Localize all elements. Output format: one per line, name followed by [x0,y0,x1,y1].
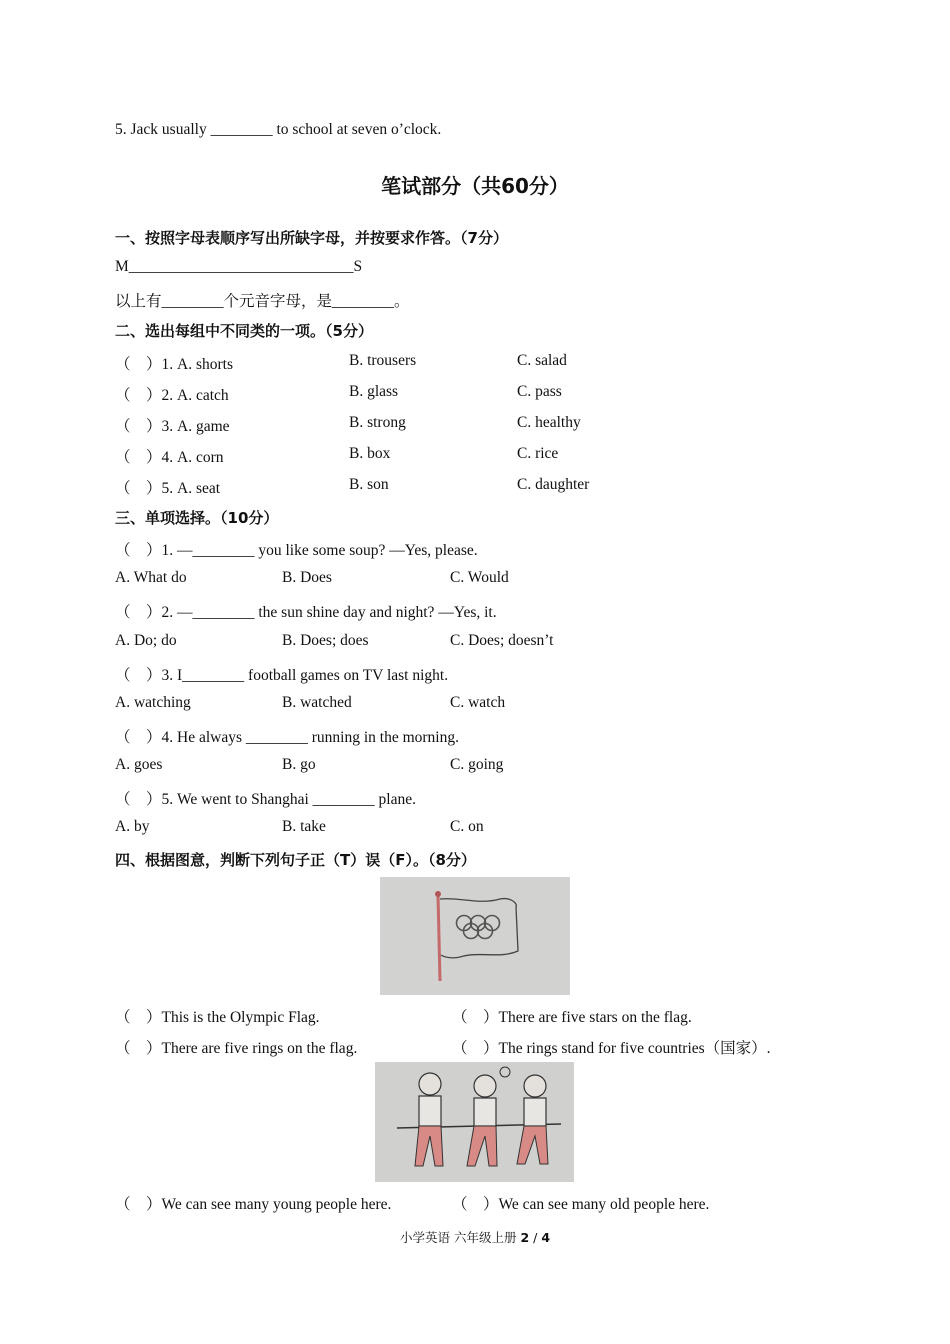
s3-q1-option-c: C. Would [450,569,509,586]
s3-q1-option-b: B. Does [282,569,332,586]
footer-separator: / [533,1230,538,1245]
s3-q2-option-c: C. Does; doesn’t [450,632,554,649]
section1-heading: 一、按照字母表顺序写出所缺字母，并按要求作答。（7分） [115,229,508,247]
flag-statement-2: （ ）There are five stars on the flag. [452,1009,692,1026]
s2-row4-question: （ ）4. A. corn [115,449,224,466]
s2-row5-question: （ ）5. A. seat [115,480,221,497]
s3-q3-option-c: C. watch [450,694,506,711]
s2-row1-option-b: B. trousers [349,352,417,369]
s3-q3-option-b: B. watched [282,694,352,711]
s3-q4-option-a: A. goes [115,756,163,773]
s2-row2-question: （ ）2. A. catch [115,387,229,404]
s2-row3-question: （ ）3. A. game [115,418,230,435]
s3-q2-option-b: B. Does; does [282,632,369,649]
s3-q3: （ ）3. I________ football games on TV last night. [115,667,449,684]
flag-statement-1: （ ）This is the Olympic Flag. [115,1009,320,1026]
s2-row4-option-c: C. rice [517,445,559,462]
section1-line1: M_____________________________S [115,258,363,275]
s3-q1: （ ）1. —________ you like some soup? —Yes, please. [115,542,478,559]
s2-row1-question: （ ）1. A. shorts [115,356,233,373]
footer-total-pages: 4 [541,1230,551,1245]
section3-heading: 三、单项选择。（10分） [115,509,279,527]
section2-heading: 二、选出每组中不同类的一项。（5分） [115,322,373,340]
s3-q4: （ ）4. He always ________ running in the morning. [115,729,459,746]
s2-row5-option-c: C. daughter [517,476,590,493]
s3-q2-option-a: A. Do; do [115,632,177,649]
people-statement-1: （ ）We can see many young people here. [115,1196,392,1213]
section4-heading: 四、根据图意，判断下列句子正（T）误（F）。（8分） [115,851,476,869]
young-people-picture [375,1062,574,1182]
page-title: 笔试部分（共60分） [381,174,569,198]
s3-q5: （ ）5. We went to Shanghai ________ plane. [115,791,416,808]
s3-q2: （ ）2. —________ the sun shine day and night? —Yes, it. [115,604,497,621]
s2-row3-option-b: B. strong [349,414,406,431]
s3-q1-option-a: A. What do [115,569,187,586]
s2-row5-option-b: B. son [349,476,389,493]
flag-statement-4: （ ）The rings stand for five countries（国家）. [452,1040,771,1057]
s2-row2-option-c: C. pass [517,383,562,400]
s3-q5-option-c: C. on [450,818,484,835]
page-footer [0,1228,950,1246]
people-statement-2: （ ）We can see many old people here. [452,1196,710,1213]
s2-row1-option-c: C. salad [517,352,567,369]
s3-q5-option-b: B. take [282,818,326,835]
s2-row3-option-c: C. healthy [517,414,581,431]
s3-q4-option-c: C. going [450,756,504,773]
s3-q5-option-a: A. by [115,818,150,835]
footer-label: 小学英语 六年级上册 [399,1230,517,1245]
section1-line2: 以上有________个元音字母，是________。 [115,293,410,310]
footer-page-number: 2 [520,1230,530,1245]
olympic-flag-picture [380,877,570,995]
top-question: 5. Jack usually ________ to school at seven o’clock. [115,121,442,138]
s3-q3-option-a: A. watching [115,694,191,711]
flag-statement-3: （ ）There are five rings on the flag. [115,1040,358,1057]
s3-q4-option-b: B. go [282,756,316,773]
s2-row4-option-b: B. box [349,445,391,462]
s2-row2-option-b: B. glass [349,383,399,400]
